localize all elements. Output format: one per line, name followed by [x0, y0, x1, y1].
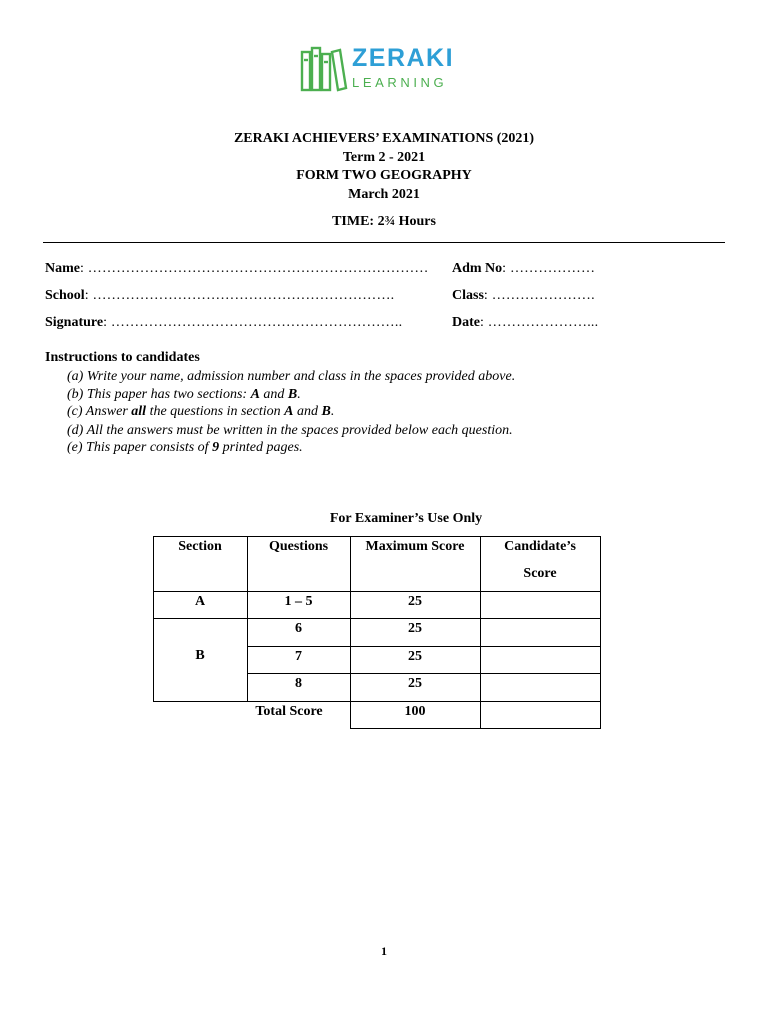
date-field[interactable]: [452, 315, 598, 331]
class-field[interactable]: [452, 288, 595, 304]
adm-no-dots: : ………………: [502, 261, 596, 276]
table-line-right: [600, 536, 601, 729]
row-6-questions: 6: [295, 621, 302, 636]
header-questions: Questions: [268, 539, 329, 554]
class-label: Class: [452, 288, 484, 303]
instruction-c-post: .: [330, 404, 335, 419]
instruction-c-b: B: [321, 404, 331, 419]
instruction-e-post: printed pages.: [219, 440, 303, 455]
name-dots: : ………………………………………………………………: [80, 261, 429, 276]
logo-sub-text: LEARNING: [352, 75, 448, 90]
signature-label: Signature: [45, 315, 104, 330]
instruction-b-post: .: [297, 387, 301, 402]
date-label: Date: [452, 315, 480, 330]
school-field[interactable]: [45, 288, 394, 304]
adm-no-label: Adm No: [452, 261, 503, 276]
row-a-candidate-score[interactable]: [481, 592, 600, 618]
table-line-top: [153, 536, 601, 537]
exam-subject: FORM TWO GEOGRAPHY: [296, 168, 472, 183]
row-b-section: B: [195, 648, 205, 663]
logo-main-text: ZERAKI: [352, 44, 455, 72]
row-a-questions: 1 – 5: [284, 594, 313, 609]
row-7-max: 25: [408, 649, 422, 664]
instruction-b-pre: (b) This paper has two sections:: [67, 387, 251, 402]
name-field[interactable]: [45, 261, 429, 277]
header-candidate-score-2: Score: [523, 566, 557, 581]
row-7-candidate-score[interactable]: [481, 647, 600, 673]
row-8-questions: 8: [295, 676, 302, 691]
total-score-label: Total Score: [255, 704, 323, 719]
instruction-b: [67, 387, 301, 403]
instruction-c-mid: the questions in section: [146, 404, 285, 419]
instruction-a: (a) Write your name, admission number and class in the spaces provided above.: [67, 369, 516, 384]
row-a-section: A: [194, 594, 206, 609]
books-icon: [300, 44, 348, 92]
header-max-score: Maximum Score: [365, 539, 465, 554]
table-line-left: [153, 536, 154, 702]
instruction-c-a: A: [284, 404, 294, 419]
row-8-max: 25: [408, 676, 422, 691]
instructions-title: Instructions to candidates: [45, 350, 200, 365]
exam-term: Term 2 - 2021: [342, 150, 426, 165]
exam-date: March 2021: [348, 187, 420, 202]
total-max-score: 100: [404, 704, 426, 719]
examiner-table-title: For Examiner’s Use Only: [329, 511, 483, 526]
header-candidate-score-1: Candidate’s: [504, 539, 576, 554]
row-a-max: 25: [408, 594, 422, 609]
instruction-b-b: B: [287, 387, 298, 402]
instruction-e: [67, 440, 303, 456]
date-dots: : …………………...: [480, 315, 599, 330]
name-label: Name: [45, 261, 80, 276]
zeraki-logo: [300, 44, 480, 94]
exam-title: ZERAKI ACHIEVERS’ EXAMINATIONS (2021): [233, 131, 535, 146]
table-line-total-bottom: [350, 728, 601, 729]
instruction-e-num: 9: [212, 440, 220, 455]
instruction-c: [67, 404, 334, 420]
instruction-c-all: all: [131, 404, 147, 419]
signature-dots: : ……………………………………………………..: [103, 315, 403, 330]
row-6-max: 25: [408, 621, 422, 636]
school-label: School: [45, 288, 85, 303]
instruction-e-pre: (e) This paper consists of: [67, 440, 213, 455]
instruction-c-and: and: [293, 404, 322, 419]
header-section: Section: [178, 539, 222, 554]
instruction-b-a: A: [250, 387, 260, 402]
row-6-candidate-score[interactable]: [481, 619, 600, 646]
signature-field[interactable]: [45, 315, 402, 331]
class-dots: : ………………….: [483, 288, 595, 303]
row-8-candidate-score[interactable]: [481, 674, 600, 701]
instruction-b-mid: and: [259, 387, 288, 402]
instruction-d: (d) All the answers must be written in the spaces provided below each question.: [67, 423, 513, 438]
header-divider: [43, 242, 725, 243]
page-number: 1: [381, 944, 387, 958]
instruction-c-pre: (c) Answer: [67, 404, 132, 419]
adm-no-field[interactable]: [452, 261, 595, 277]
total-candidate-score[interactable]: [481, 702, 600, 728]
row-7-questions: 7: [295, 649, 302, 664]
exam-time: TIME: 2¾ Hours: [332, 214, 436, 229]
logo-text: [352, 44, 454, 92]
school-dots: : ……………………………………………………….: [84, 288, 395, 303]
